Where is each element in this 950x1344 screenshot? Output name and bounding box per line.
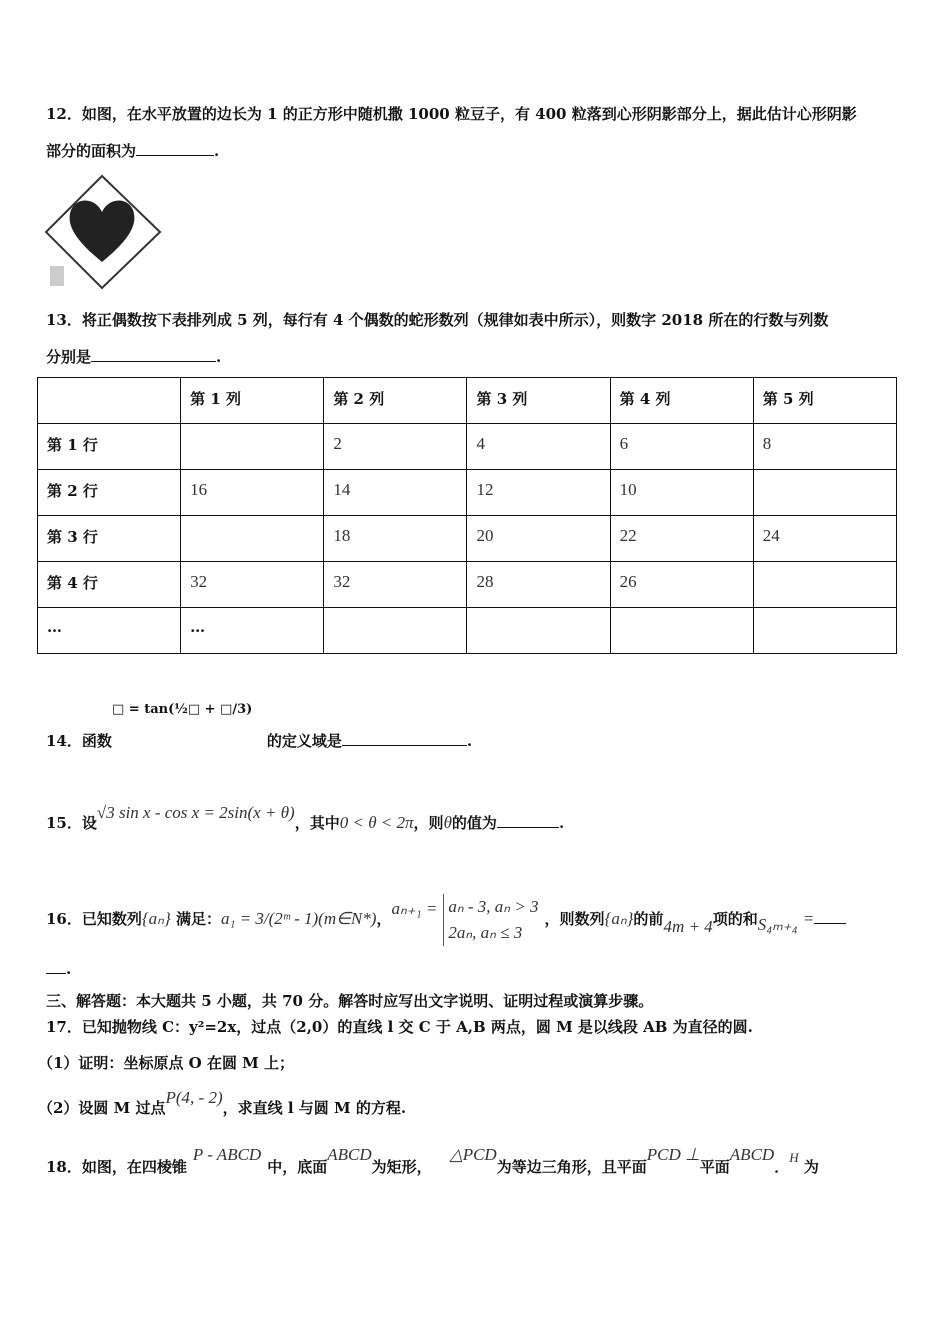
q16-rec-lhs: aₙ₊₁ = (391, 899, 438, 918)
table-row (38, 470, 897, 516)
q17-main: 17．已知抛物线 C：y²=2x，过点（2,0）的直线 l 交 C 于 A,B 两点，圆 M 是以线段 AB 为直径的圆. (46, 1018, 753, 1036)
q16-mid: 满足： (175, 910, 221, 928)
q17-part2 (38, 1088, 407, 1118)
table-cell (467, 608, 610, 654)
q17-part1: （1）证明：坐标原点 O 在圆 M 上； (38, 1054, 294, 1072)
q17-point: P(4, - 2) (165, 1088, 223, 1107)
table-cell (753, 562, 896, 608)
q16-count: 4m + 4 (663, 917, 713, 936)
q15-theta: θ (443, 813, 452, 832)
table-cell: 第 1 行 (38, 424, 181, 470)
q17-p2b: ，求直线 l 与圆 M 的方程. (222, 1099, 407, 1117)
q18-g: 为 (803, 1158, 819, 1176)
answer-blank (342, 745, 467, 746)
q18-f5: ABCD (729, 1145, 775, 1164)
q12-line2 (46, 140, 219, 161)
table-row (38, 424, 897, 470)
q15-end: . (558, 814, 565, 832)
q18-line (46, 1145, 819, 1177)
answer-blank (814, 923, 846, 924)
q18-f4: PCD ⊥ (646, 1145, 700, 1164)
q18-a: 18．如图，在四棱锥 (46, 1158, 187, 1176)
q12-text: 部分的面积为 (46, 142, 137, 160)
table-cell: 14 (324, 470, 467, 516)
q13-text: 分别是 (46, 348, 92, 366)
table-cell: 16 (181, 470, 324, 516)
table-cell: 28 (467, 562, 610, 608)
table-row (38, 608, 897, 654)
table-cell: 26 (610, 562, 753, 608)
q18-f1: P - ABCD (192, 1145, 262, 1164)
table-cell: 第 2 列 (324, 378, 467, 424)
table-cell: 第 3 行 (38, 516, 181, 562)
q18-b: 中，底面 (267, 1158, 328, 1176)
answer-blank (91, 361, 216, 362)
q15-mid: ，其中 (294, 814, 340, 832)
q18-c: 为矩形， (371, 1158, 432, 1176)
answer-blank (497, 827, 559, 828)
table-cell (753, 608, 896, 654)
table-cell: 20 (467, 516, 610, 562)
q18-e: 平面 (699, 1158, 730, 1176)
table-cell (753, 470, 896, 516)
heart-in-square-figure (44, 174, 164, 290)
table-row (38, 516, 897, 562)
section-3-heading: 三、解答题：本大题共 5 小题，共 70 分。解答时应写出文字说明、证明过程或演算步骤。 (46, 992, 654, 1010)
table-cell: 32 (181, 562, 324, 608)
table-cell: 8 (753, 424, 896, 470)
snake-table (37, 377, 897, 654)
table-cell: 10 (610, 470, 753, 516)
table-cell (324, 608, 467, 654)
q14-end: . (466, 732, 473, 750)
table-cell: … (181, 608, 324, 654)
q15-cond: 0 < θ < 2π (339, 813, 414, 832)
table-cell: 第 1 列 (181, 378, 324, 424)
q16-seq: {aₙ} (141, 909, 171, 928)
q18-f3: △PCD (449, 1145, 497, 1164)
q14-suffix: 的定义域是 (266, 732, 342, 750)
q18-f6: H (789, 1150, 799, 1165)
q16-case1: aₙ - 3, aₙ > 3 (448, 897, 539, 916)
table-cell: 第 5 列 (753, 378, 896, 424)
table-cell: 18 (324, 516, 467, 562)
q16-cases (443, 894, 538, 946)
table-cell (610, 608, 753, 654)
q15-formula: √3 sin x - cos x = 2sin(x + θ) (96, 803, 295, 822)
table-cell: … (38, 608, 181, 654)
q14-prefix: 14．函数 (46, 732, 112, 750)
q16-case2: 2aₙ, aₙ ≤ 3 (448, 923, 523, 942)
table-cell (181, 516, 324, 562)
q13-line2 (46, 346, 221, 367)
answer-blank (46, 973, 66, 974)
q16-mid4: 项的和 (712, 910, 758, 928)
q17-p2a: （2）设圆 M 过点 (38, 1099, 166, 1117)
table-cell: 第 4 行 (38, 562, 181, 608)
table-cell: 4 (467, 424, 610, 470)
table-cell (181, 424, 324, 470)
table-cell: 第 2 行 (38, 470, 181, 516)
q18-f: ． (774, 1158, 790, 1176)
table-cell: 24 (753, 516, 896, 562)
q16-end: . (66, 960, 72, 978)
q16-eq: = (802, 909, 815, 928)
q15-suffix: 的值为 (451, 814, 497, 832)
q12-end: . (214, 142, 220, 160)
table-row (38, 562, 897, 608)
q18-d: 为等边三角形，且平面 (496, 1158, 647, 1176)
q16-a1: a₁ = 3/(2ᵐ - 1)(m∈N*) (221, 909, 377, 928)
table-cell: 2 (324, 424, 467, 470)
q18-f2: ABCD (327, 1145, 372, 1164)
table-cell: 32 (324, 562, 467, 608)
table-cell: 6 (610, 424, 753, 470)
q12-line1: 12．如图，在水平放置的边长为 1 的正方形中随机撒 1000 粒豆子，有 400 粒落到心形阴影部分上，据此估计心形阴影 (46, 105, 857, 123)
q14-formula-image: □ = tan(½□ + □/3) (112, 702, 253, 717)
q16-cont (46, 960, 71, 978)
table-cell: 第 4 列 (610, 378, 753, 424)
q13-end: . (216, 348, 222, 366)
q15-line (46, 803, 565, 833)
q14-line (46, 730, 472, 751)
q16-mid3: 的前 (633, 910, 664, 928)
table-cell: 第 3 列 (467, 378, 610, 424)
q16-prefix: 16．已知数列 (46, 910, 142, 928)
q16-mid2: ，则数列 (544, 910, 605, 928)
table-cell: 22 (610, 516, 753, 562)
q15-mid2: ，则 (413, 814, 444, 832)
q16-sum: S₄ₘ₊₄ (757, 915, 798, 934)
q16-seq2: {aₙ} (604, 909, 634, 928)
table-cell (38, 378, 181, 424)
table-cell: 12 (467, 470, 610, 516)
q16-line: 16．已知数列{aₙ} 满足：a₁ = 3/(2ᵐ - 1)(m∈N*)，aₙ₊₁ = aₙ - 3, aₙ > 3 2aₙ, aₙ ≤ 3 ，则数列{aₙ}的前4m + 4项的和S₄ₘ₊₄ = (46, 894, 846, 946)
q13-line1: 13．将正偶数按下表排列成 5 列，每行有 4 个偶数的蛇形数列（规律如表中所示），则数字 2018 所在的行数与列数 (46, 311, 829, 329)
answer-blank (136, 155, 214, 156)
q15-prefix: 15．设 (46, 814, 97, 832)
table-header-row (38, 378, 897, 424)
